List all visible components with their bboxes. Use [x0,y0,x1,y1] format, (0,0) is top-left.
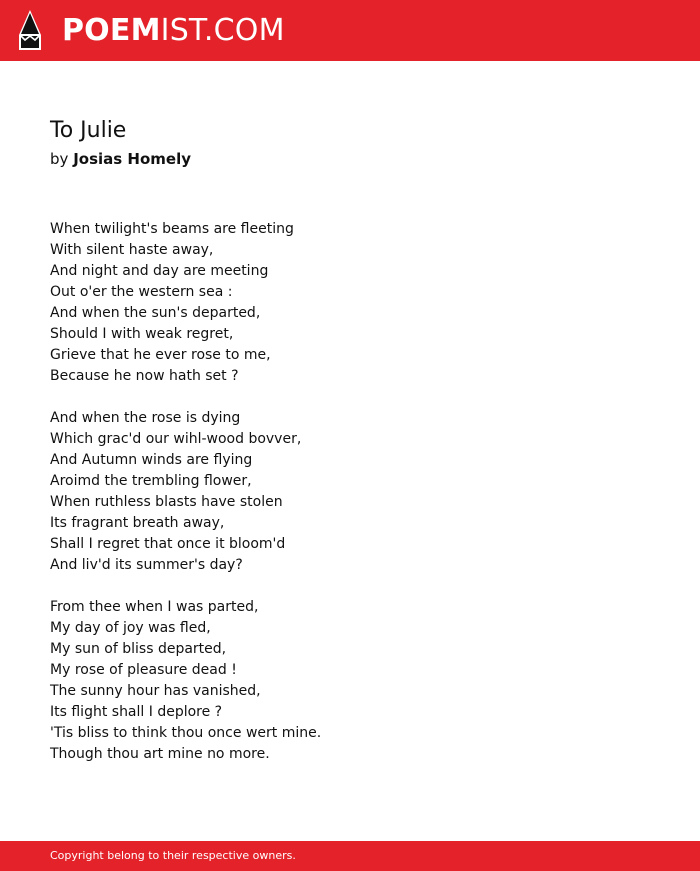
pencil-tip-icon[interactable] [17,9,43,51]
copyright-notice: Copyright belong to their respective owners. [50,849,296,862]
poem-line: Out o'er the western sea : [50,284,233,300]
stanza-3 [50,597,650,765]
poem-line: Which grac'd our wihl-wood bovver, [50,431,302,447]
poem-line: Should I with weak regret, [50,326,234,342]
poem-line: My day of joy was fled, [50,620,211,636]
poem-byline [50,148,191,170]
poem-line: And when the sun's departed, [50,305,261,321]
poem-author: Josias Homely [73,150,191,168]
poem-line: And Autumn winds are flying [50,452,253,468]
poem-line: My rose of pleasure dead ! [50,662,237,678]
poem-line: Its fragrant breath away, [50,515,225,531]
poem-line: Aroimd the trembling flower, [50,473,252,489]
logo-bold-text: POEM [62,13,161,48]
poem-title: To Julie [50,118,127,143]
poem-line: Its flight shall I deplore ? [50,704,223,720]
poem-line: 'Tis bliss to think thou once wert mine. [50,725,322,741]
site-header [0,0,700,61]
poem-line: When twilight's beams are fleeting [50,221,294,237]
stanza-1 [50,219,650,387]
by-label: by [50,150,69,168]
site-logo[interactable] [62,11,285,51]
poem-line: And night and day are meeting [50,263,269,279]
poem-line: And liv'd its summer's day? [50,557,243,573]
poem-line: The sunny hour has vanished, [50,683,261,699]
poem-line: Because he now hath set ? [50,368,239,384]
stanza-2 [50,408,650,576]
poem-line: And when the rose is dying [50,410,241,426]
site-footer [0,841,700,871]
poem-line: Grieve that he ever rose to me, [50,347,271,363]
poem-body [50,219,650,786]
poem-line: When ruthless blasts have stolen [50,494,283,510]
logo-light-text: IST.COM [160,13,285,48]
poem-line: My sun of bliss departed, [50,641,227,657]
poem-line: From thee when I was parted, [50,599,259,615]
poem-line: Though thou art mine no more. [50,746,270,762]
poem-line: With silent haste away, [50,242,214,258]
poem-line: Shall I regret that once it bloom'd [50,536,286,552]
